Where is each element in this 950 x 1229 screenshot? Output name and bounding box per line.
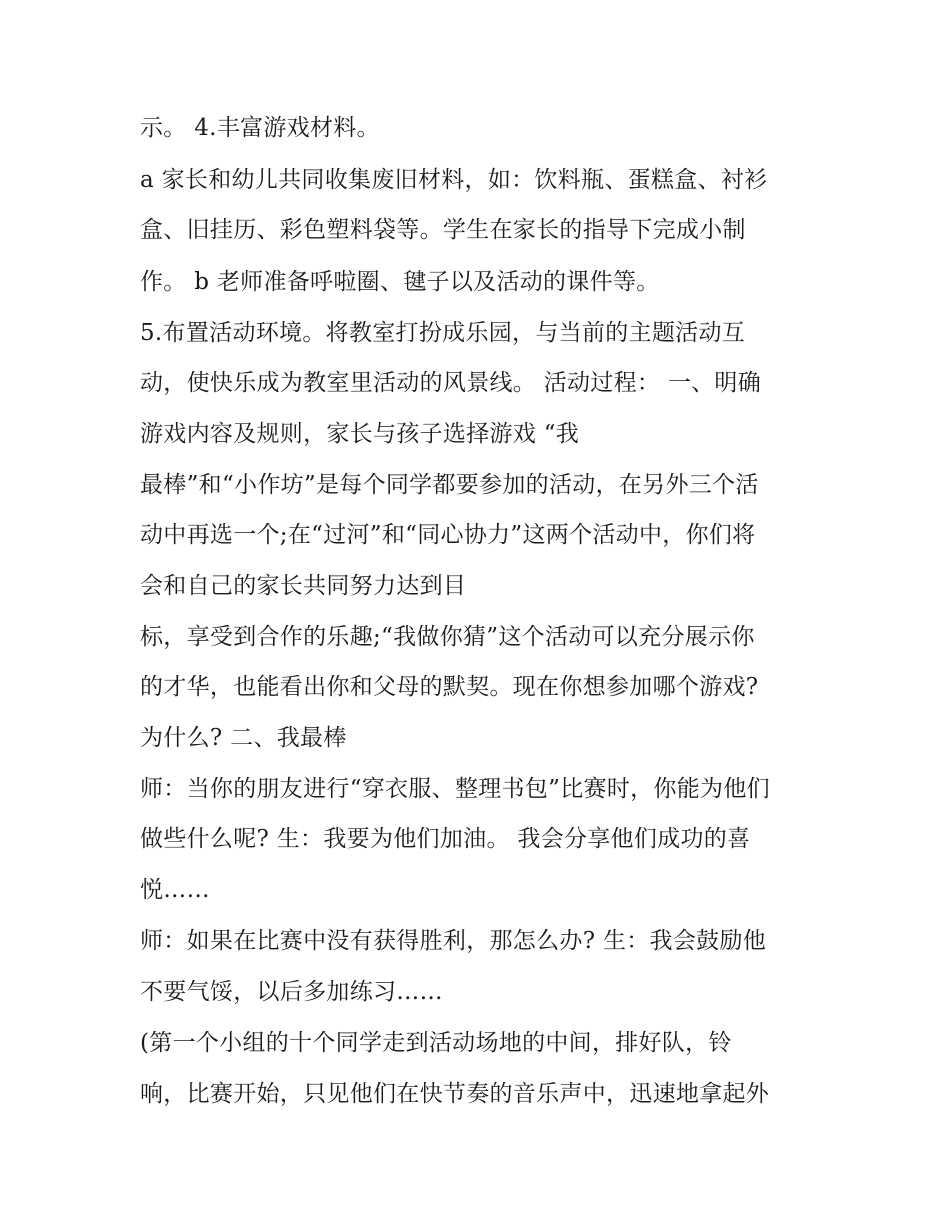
text-line: 悦……	[140, 877, 210, 903]
text-line: 示。 4.丰富游戏材料。	[140, 115, 380, 141]
text-line: 最棒”和“小作坊”是每个同学都要参加的活动，在另外三个活	[140, 472, 759, 498]
text-line: 为什么? 二、我最棒	[140, 725, 347, 751]
text-line: 会和自己的家长共同努力达到目	[140, 573, 467, 599]
text-line: 做些什么呢? 生：我要为他们加油。 我会分享他们成功的喜	[140, 826, 751, 852]
text-line: 盒、旧挂历、彩色塑料袋等。学生在家长的指导下完成小制	[140, 217, 746, 243]
text-line: (第一个小组的十个同学走到活动场地的中间，排好队，铃	[140, 1030, 732, 1056]
text-line: 动中再选一个;在“过河”和“同心协力”这两个活动中，你们将	[140, 522, 756, 548]
text-line: 响，比赛开始，只见他们在快节奏的音乐声中，迅速地拿起外	[140, 1081, 770, 1107]
text-line: a 家长和幼儿共同收集废旧材料，如：饮料瓶、蛋糕盒、衬衫	[140, 167, 768, 193]
text-line: 标，享受到合作的乐趣;“我做你猜”这个活动可以充分展示你	[140, 624, 755, 650]
text-line: 师：当你的朋友进行“穿衣服、整理书包”比赛时，你能为他们	[140, 776, 770, 802]
text-line: 的才华，也能看出你和父母的默契。现在你想参加哪个游戏?	[140, 674, 759, 700]
text-line: 不要气馁，以后多加练习……	[140, 979, 443, 1005]
text-line: 作。 b 老师准备呼啦圈、毽子以及活动的课件等。	[140, 269, 660, 295]
text-line: 师：如果在比赛中没有获得胜利，那怎么办? 生：我会鼓励他	[140, 928, 767, 954]
text-line: 5.布置活动环境。将教室打扮成乐园，与当前的主题活动互	[140, 320, 746, 346]
text-line: 动，使快乐成为教室里活动的风景线。 活动过程： 一、明确	[140, 370, 762, 396]
text-line: 游戏内容及规则，家长与孩子选择游戏 “我	[140, 421, 580, 447]
